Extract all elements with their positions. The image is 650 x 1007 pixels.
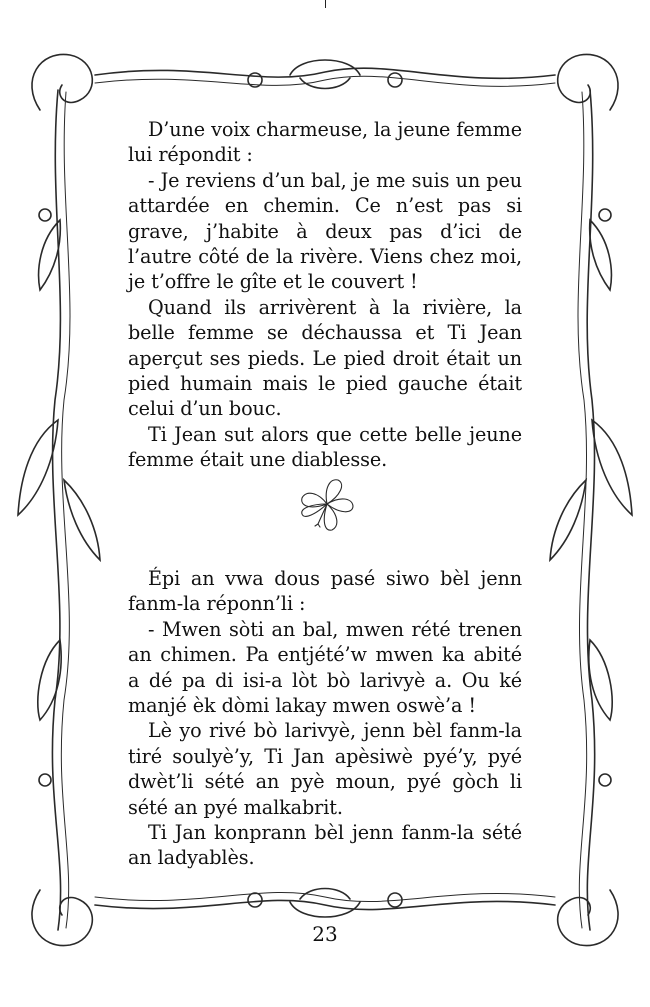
french-paragraph: D’une voix charmeuse, la jeune femme lui répondit : [128,118,522,167]
creole-paragraph: Ti Jan konprann bèl jenn fanm-la sété an ladyablès. [128,821,522,870]
creole-text-block [128,566,522,871]
creole-paragraph: Épi an vwa dous pasé siwo bèl jenn fanm-la réponn’li : [128,567,522,616]
french-paragraph: Ti Jean sut alors que cette belle jeune femme était une diablesse. [128,422,522,472]
page-number: 23 [312,922,338,946]
french-text-block [128,117,522,473]
creole-paragraph: - Mwen sòti an bal, mwen rété trenen an chimen. Pa entjété’w mwen ka abité a dé pa di isi-a lòt bò larivyè a. Ou ké manjé èk dòmi lakay mwen oswè’a ! [128,617,522,718]
french-paragraph: - Je reviens d’un bal, je me suis un peu attardée en chemin. Ce n’est pas si grave, j’habite à deux pas d’ici de l’autre côté de la rivère. Viens chez moi, je t’offre le gîte et le couvert ! [128,168,522,294]
hibiscus-flower-icon [296,474,358,536]
french-paragraph: Quand ils arrivèrent à la rivière, la belle femme se déchaussa et Ti Jean aperçut ses pieds. Le pied droit était un pied humain mais le pied gauche était celui d’un bouc. [128,295,522,421]
creole-paragraph: Lè yo rivé bò larivyè, jenn bèl fanm-la tiré soulyè’y, Ti Jan apèsiwè pyé’y, pyé dwèt’li sété an pyè moun, pyé gòch li sété an pyé malkabrit. [128,719,522,819]
